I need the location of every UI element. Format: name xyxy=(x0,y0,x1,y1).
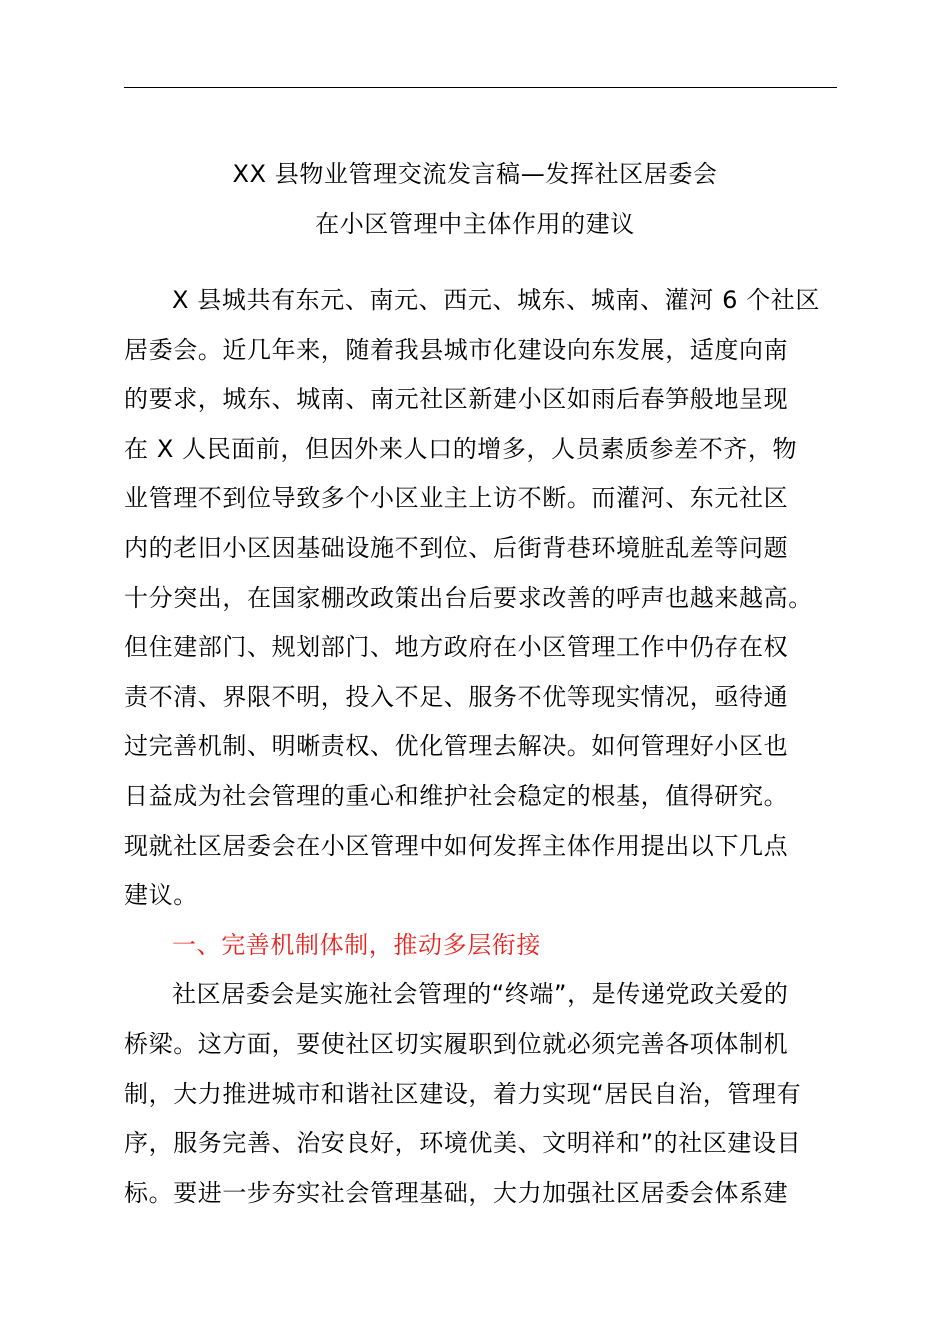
paragraph-line: 的要求，城东、城南、南元社区新建小区如雨后春笋般地呈现 xyxy=(124,385,789,414)
paragraph-line: 十分突出，在国家棚改政策出台后要求改善的呼声也越来越高。 xyxy=(124,583,813,612)
paragraph-line: 责不清、界限不明，投入不足、服务不优等现实情况，亟待通 xyxy=(124,682,789,711)
document-title xyxy=(100,150,850,249)
paragraph-line: 但住建部门、规划部门、地方政府在小区管理工作中仍存在权 xyxy=(124,633,789,662)
paragraph-line: 过完善机制、明晰责权、优化管理去解决。如何管理好小区也 xyxy=(124,732,789,761)
paragraph-line: 现就社区居委会在小区管理中如何发挥主体作用提出以下几点 xyxy=(124,831,789,860)
paragraph-line: 标。要进一步夯实社会管理基础，大力加强社区居委会体系建 xyxy=(124,1178,789,1207)
title-line: XX 县物业管理交流发言稿—发挥社区居委会 xyxy=(232,160,718,188)
paragraph-line: 日益成为社会管理的重心和维护社会稳定的根基，值得研究。 xyxy=(124,781,789,810)
paragraph-line: 居委会。近几年来，随着我县城市化建设向东发展，适度向南 xyxy=(124,335,789,364)
paragraph-line: 在 X 人民面前，但因外来人口的增多，人员素质参差不齐，物 xyxy=(124,434,798,463)
paragraph-line: X 县城共有东元、南元、西元、城东、城南、灌河 6 个社区 xyxy=(172,286,820,314)
paragraph-line: 建议。 xyxy=(124,881,198,910)
paragraph-line: 社区居委会是实施社会管理的“终端”，是传递党政关爱的 xyxy=(172,980,789,1009)
header-rule xyxy=(124,87,837,88)
paragraph-line: 业管理不到位导致多个小区业主上访不断。而灌河、东元社区 xyxy=(124,484,789,513)
section-heading: 一、完善机制体制，推动多层衔接 xyxy=(172,930,541,959)
document-body xyxy=(124,276,837,1218)
paragraph-line: 制，大力推进城市和谐社区建设，着力实现“居民自治，管理有 xyxy=(124,1079,802,1108)
paragraph-line: 序，服务完善、治安良好，环境优美、文明祥和”的社区建设目 xyxy=(124,1129,802,1158)
paragraph-line: 内的老旧小区因基础设施不到位、后街背巷环境脏乱差等问题 xyxy=(124,533,789,562)
title-line: 在小区管理中主体作用的建议 xyxy=(315,209,635,238)
paragraph-line: 桥梁。这方面，要使社区切实履职到位就必须完善各项体制机 xyxy=(124,1029,789,1058)
